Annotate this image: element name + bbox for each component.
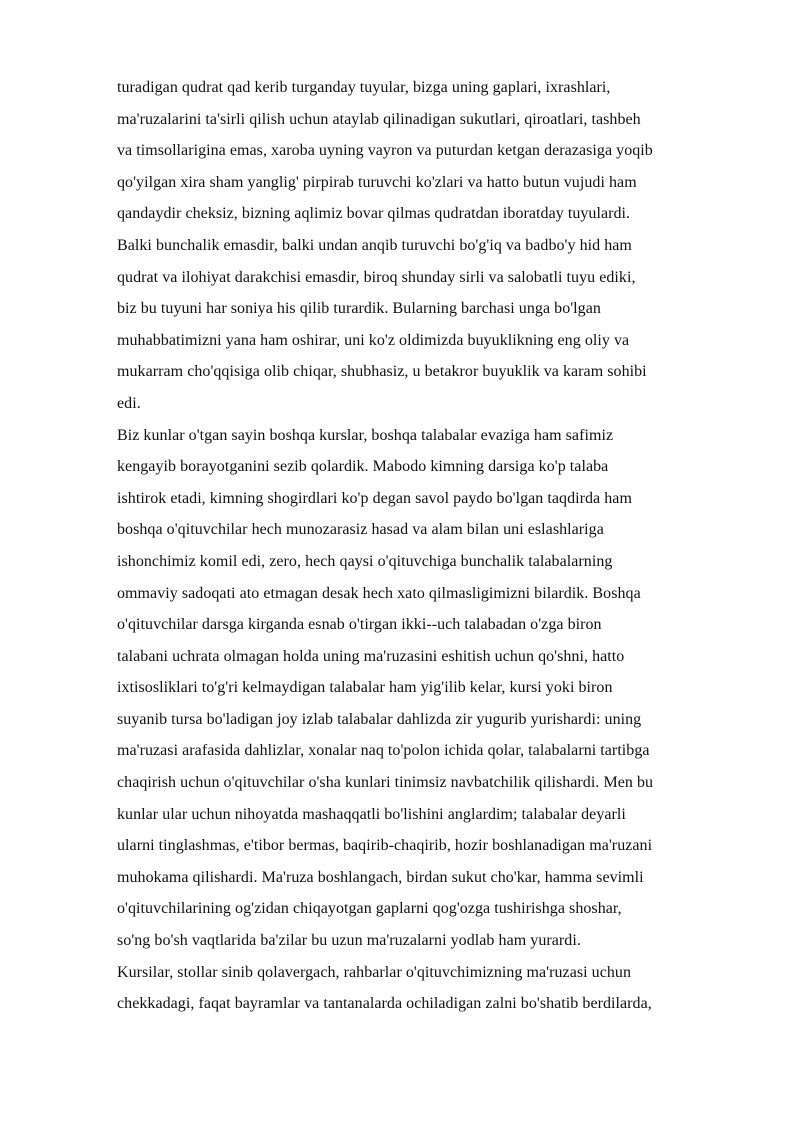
- text-line: qandaydir cheksiz, bizning aqlimiz bovar qilmas qudratdan iboratday tuyulardi.: [117, 205, 631, 223]
- text-line: Kursilar, stollar sinib qolavergach, rahbarlar o'qituvchimizning ma'ruzasi uchun: [117, 963, 632, 981]
- body-text: [117, 72, 737, 1020]
- text-line: muhokama qilishardi. Ma'ruza boshlangach, birdan sukut cho'kar, hamma sevimli: [117, 868, 644, 886]
- text-line: ularni tinglashmas, e'tibor bermas, baqirib-chaqirib, hozir boshlanadigan ma'ruzani: [117, 837, 653, 855]
- text-line: kunlar ular uchun nihoyatda mashaqqatli bo'lishini anglardim; talabalar deyarli: [117, 805, 626, 823]
- text-line: ommaviy sadoqati ato etmagan desak hech xato qilmasligimizni bilardik. Boshqa: [117, 584, 641, 602]
- text-line: chekkadagi, faqat bayramlar va tantanalarda ochiladigan zalni bo'shatib berdilarda,: [117, 995, 652, 1013]
- text-line: qo'yilgan xira sham yanglig' pirpirab turuvchi ko'zlari va hatto butun vujudi ham: [117, 173, 637, 191]
- text-line: boshqa o'qituvchilar hech munozarasiz hasad va alam bilan uni eslashlariga: [117, 521, 604, 539]
- text-line: o'qituvchilar darsga kirganda esnab o'tirgan ikki--uch talabadan o'zga biron: [117, 616, 602, 634]
- text-line: mukarram cho'qqisiga olib chiqar, shubhasiz, u betakror buyuklik va karam sohibi: [117, 363, 647, 381]
- text-line: Balki bunchalik emasdir, balki undan anqib turuvchi bo'g'iq va badbo'y hid ham: [117, 236, 632, 254]
- text-line: va timsollarigina emas, xaroba uyning vayron va puturdan ketgan derazasiga yoqib: [117, 142, 653, 160]
- text-line: biz bu tuyuni har soniya his qilib turardik. Bularning barchasi unga bo'lgan: [117, 300, 601, 318]
- text-line: kengayib borayotganini sezib qolardik. Mabodo kimning darsiga ko'p talaba: [117, 458, 609, 476]
- text-line: so'ng bo'sh vaqtlarida ba'zilar bu uzun ma'ruzalarni yodlab ham yurardi.: [117, 932, 581, 950]
- text-line: muhabbatimizni yana ham oshirar, uni ko'z oldimizda buyuklikning eng oliy va: [117, 331, 630, 349]
- text-line: turadigan qudrat qad kerib turganday tuyular, bizga uning gaplari, ixrashlari,: [117, 79, 611, 96]
- text-line: ixtisosliklari to'g'ri kelmaydigan talabalar ham yig'ilib kelar, kursi yoki biron: [117, 679, 613, 697]
- text-line: suyanib tursa bo'ladigan joy izlab talabalar dahlizda zir yugurib yurishardi: uning: [117, 710, 642, 728]
- text-line: Biz kunlar o'tgan sayin boshqa kurslar, boshqa talabalar evaziga ham safimiz: [117, 426, 614, 444]
- text-line: chaqirish uchun o'qituvchilar o'sha kunlari tinimsiz navbatchilik qilishardi. Men bu: [117, 774, 654, 792]
- text-line: ma'ruzalarini ta'sirli qilish uchun ataylab qilinadigan sukutlari, qiroatlari, tashbeh: [117, 110, 641, 128]
- text-line: talabani uchrata olmagan holda uning ma'ruzasini eshitish uchun qo'shni, hatto: [117, 647, 625, 665]
- text-line: ishtirok etadi, kimning shogirdlari ko'p degan savol paydo bo'lgan taqdirda ham: [117, 489, 632, 507]
- text-line: qudrat va ilohiyat darakchisi emasdir, biroq shunday sirli va salobatli tuyu ediki,: [117, 268, 636, 286]
- text-line: o'qituvchilarining og'zidan chiqayotgan gaplarni qog'ozga tushirishga shoshar,: [117, 900, 622, 918]
- text-line: edi.: [117, 394, 141, 412]
- text-line: ishonchimiz komil edi, zero, hech qaysi o'qituvchiga bunchalik talabalarning: [117, 552, 613, 570]
- text-line: ma'ruzasi arafasida dahlizlar, xonalar naq to'polon ichida qolar, talabalarni tartibga: [117, 742, 650, 760]
